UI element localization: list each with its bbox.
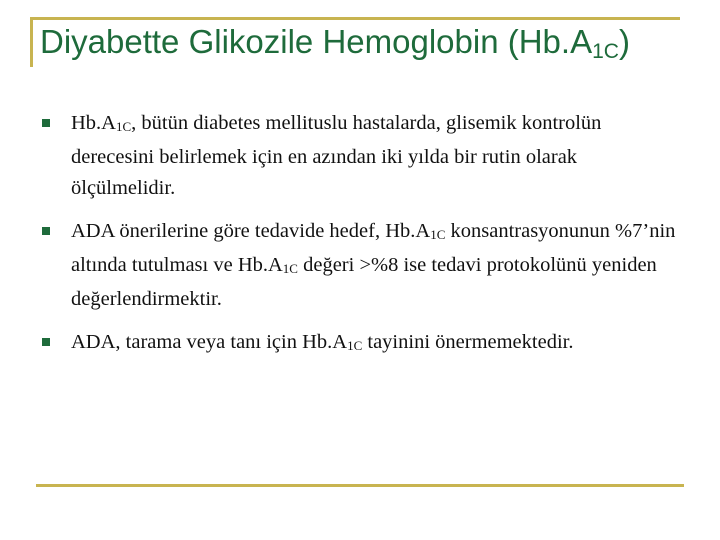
square-bullet-icon [42, 227, 50, 235]
bullet-text: Hb.A [71, 112, 116, 134]
slide-title [40, 22, 630, 72]
bullet-item [42, 216, 682, 315]
title-subscript: 1C [592, 40, 619, 63]
bullet-text: , bütün diabetes mellituslu hastalarda, glisemik kontrolün derecesini belirlemek için en azından iki yılda bir rutin olarak ölçülmelidir. [71, 112, 602, 199]
title-left-rule [30, 17, 33, 67]
bullet-subscript: 1C [347, 338, 363, 353]
bullet-text: tayinini önermemektedir. [362, 331, 574, 353]
bullet-subscript: 1C [430, 227, 446, 242]
bullet-subscript: 1C [115, 119, 132, 134]
title-top-rule [30, 17, 680, 20]
bullet-text: ADA önerilerine göre tedavide hedef, Hb.A [71, 220, 431, 242]
bullet-item [42, 108, 682, 204]
title-close: ) [618, 23, 630, 60]
square-bullet-icon [42, 119, 50, 127]
bullet-text: konsantrasyonunun %7’nin altında tutulması ve Hb.A [71, 220, 676, 276]
footer-rule [36, 484, 684, 487]
bullet-subscript: 1C [282, 261, 298, 276]
title-main: Diyabette Glikozile Hemoglobin (Hb.A [40, 23, 593, 60]
bullet-text: ADA, tarama veya tanı için Hb.A [71, 331, 348, 353]
bullet-text: değeri >%8 ise tedavi protokolünü yeniden değerlendirmektir. [71, 254, 657, 310]
bullet-list [42, 108, 682, 373]
bullet-item [42, 327, 682, 361]
square-bullet-icon [42, 338, 50, 346]
